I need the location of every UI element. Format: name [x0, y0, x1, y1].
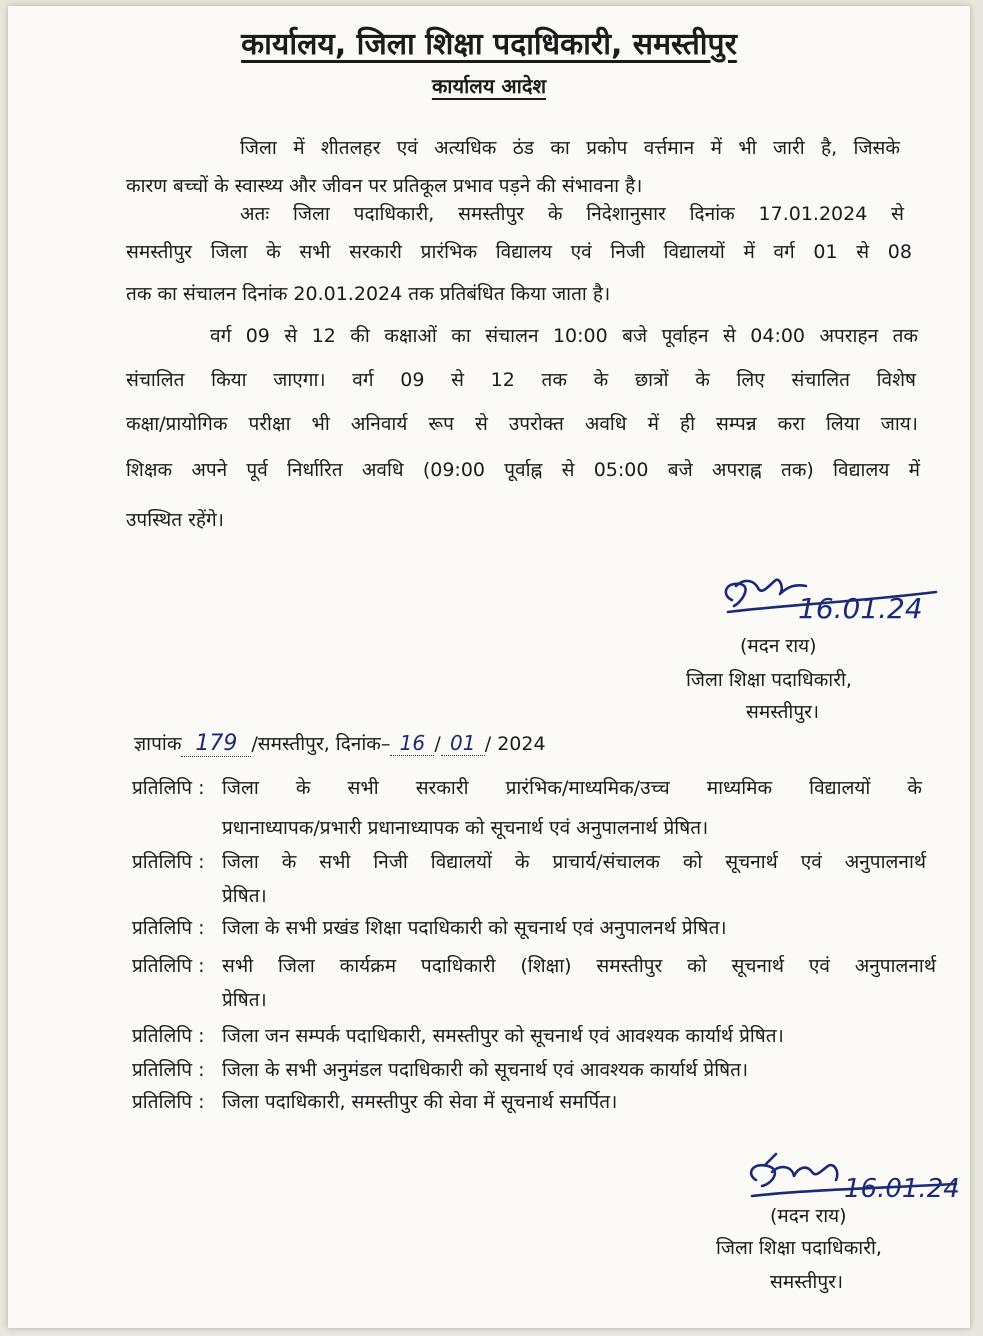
copy-label-7: प्रतिलिपि :: [132, 1091, 205, 1113]
copy-label-2: प्रतिलिपि :: [132, 851, 205, 873]
copy-label-5: प्रतिलिपि :: [132, 1025, 205, 1047]
copy-5: जिला जन सम्पर्क पदाधिकारी, समस्तीपुर को सूचनार्थ एवं आवश्यक कार्यार्थ प्रेषित।: [222, 1025, 784, 1047]
copy-label-1: प्रतिलिपि :: [132, 777, 205, 799]
body-p3-line3: कक्षा/प्रायोगिक परीक्षा भी अनिवार्य रूप से उपरोक्त अवधि में ही सम्पन्न करा लिया जाय।: [126, 413, 918, 435]
signatory-place-2: समस्तीपुर।: [770, 1271, 844, 1293]
copy-1-line2: प्रधानाध्यापक/प्रभारी प्रधानाध्यापक को सूचनार्थ एवं अनुपालनार्थ प्रेषित।: [222, 817, 709, 839]
copy-3: जिला के सभी प्रखंड शिक्षा पदाधिकारी को सूचनार्थ एवं अनुपालनर्थ प्रेषित।: [222, 917, 727, 939]
document-page: [8, 6, 970, 1328]
body-p1-line1: जिला में शीतलहर एवं अत्यधिक ठंड का प्रकोप वर्त्तमान में भी जारी है, जिसके: [240, 137, 900, 159]
office-title: कार्यालय, जिला शिक्षा पदाधिकारी, समस्तीपुर: [241, 27, 737, 62]
signatory-name-1: (मदन राय): [740, 635, 817, 657]
body-p3-line5: उपस्थित रहेंगे।: [126, 509, 224, 531]
reference-number: 179: [181, 731, 251, 757]
copy-4-line1: सभी जिला कार्यक्रम पदाधिकारी (शिक्षा) समस्तीपुर को सूचनार्थ एवं अनुपालनार्थ: [222, 955, 936, 977]
signatory-name-2: (मदन राय): [770, 1205, 847, 1227]
copy-label-3: प्रतिलिपि :: [132, 917, 205, 939]
copy-4-line2: प्रेषित।: [222, 989, 267, 1011]
reference-year: / 2024: [484, 733, 546, 755]
reference-month: 01: [441, 731, 485, 756]
copy-6: जिला के सभी अनुमंडल पदाधिकारी को सूचनार्थ एवं आवश्यक कार्यार्थ प्रेषित।: [222, 1059, 749, 1081]
body-p3-line4: शिक्षक अपने पूर्व निर्धारित अवधि (09:00 पूर्वाह्न से 05:00 बजे अपराह्न तक) विद्यालय में: [126, 459, 920, 481]
copy-7: जिला पदाधिकारी, समस्तीपुर की सेवा में सूचनार्थ समर्पित।: [222, 1091, 618, 1113]
copy-label-4: प्रतिलिपि :: [132, 955, 205, 977]
copy-2-line1: जिला के सभी निजी विद्यालयों के प्राचार्य/संचालक को सूचनार्थ एवं अनुपालनार्थ: [222, 851, 926, 873]
body-p3-line1: वर्ग 09 से 12 की कक्षाओं का संचालन 10:00 बजे पूर्वाहन से 04:00 अपराहन तक: [210, 325, 918, 347]
order-heading: कार्यालय आदेश: [431, 74, 547, 98]
body-p2-line1: अतः जिला पदाधिकारी, समस्तीपुर के निदेशानुसार दिनांक 17.01.2024 से: [240, 203, 904, 225]
copy-1-line1: जिला के सभी सरकारी प्रारंभिक/माध्यमिक/उच्च माध्यमिक विद्यालयों के: [222, 777, 922, 799]
copy-label-6: प्रतिलिपि :: [132, 1059, 205, 1081]
body-p2-line2: समस्तीपुर जिला के सभी सरकारी प्रारंभिक विद्यालय एवं निजी विद्यालयों में वर्ग 01 से 08: [126, 241, 912, 263]
body-p3-line2: संचालित किया जाएगा। वर्ग 09 से 12 तक के छात्रों के लिए संचालित विशेष: [126, 369, 916, 391]
signatory-designation-1: जिला शिक्षा पदाधिकारी,: [686, 669, 852, 691]
body-p2-line3: तक का संचालन दिनांक 20.01.2024 तक प्रतिबंधित किया जाता है।: [126, 283, 611, 305]
reference-label: ज्ञापांक: [134, 733, 182, 755]
copy-2-line2: प्रेषित।: [222, 885, 267, 907]
handwritten-date-2: 16.01.24: [844, 1174, 960, 1204]
signatory-place-1: समस्तीपुर।: [746, 701, 820, 723]
reference-line: ज्ञापांक 179 /समस्तीपुर, दिनांक– 16 / 01 / 2024: [134, 731, 546, 756]
signatory-designation-2: जिला शिक्षा पदाधिकारी,: [716, 1237, 882, 1259]
copies-list: [132, 774, 942, 1114]
body-p1-line2: कारण बच्चों के स्वास्थ्य और जीवन पर प्रतिकूल प्रभाव पड़ने की संभावना है।: [126, 175, 643, 197]
handwritten-date-1: 16.01.24: [798, 592, 923, 625]
reference-day: 16: [390, 731, 434, 756]
reference-place: /समस्तीपुर, दिनांक–: [251, 733, 391, 755]
